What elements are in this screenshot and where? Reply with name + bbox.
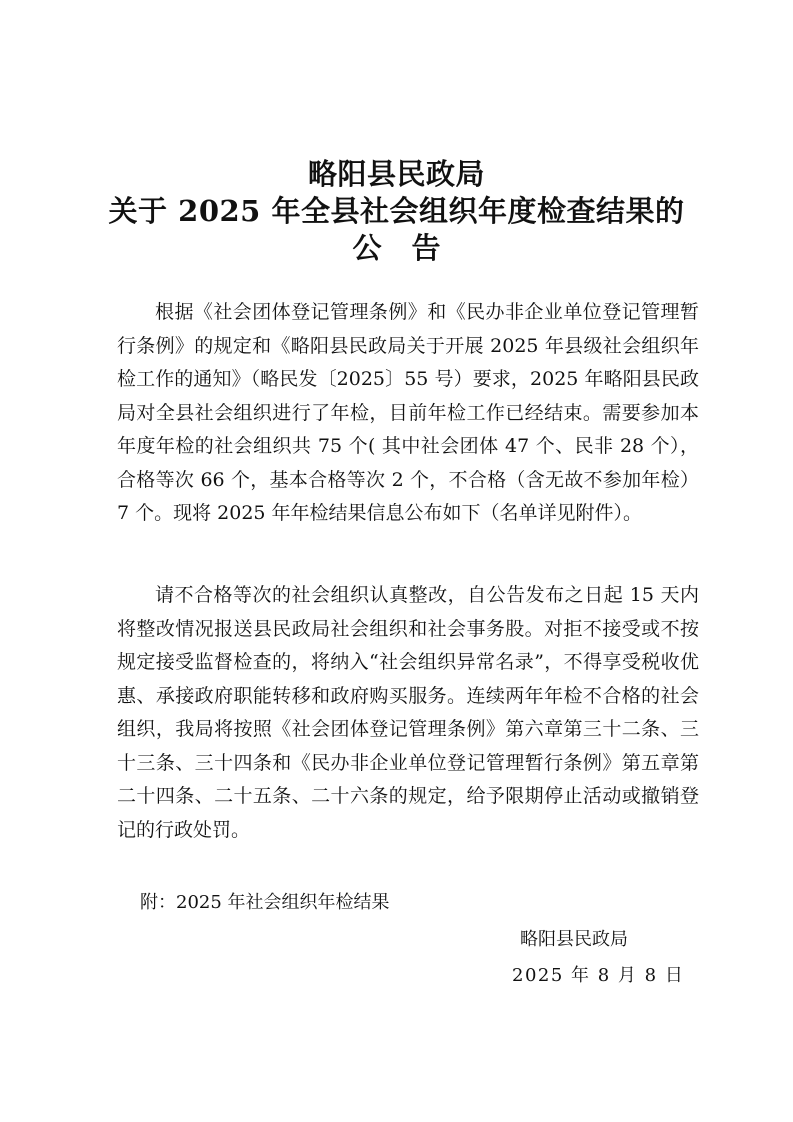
title-subject: 关于 2025 年全县社会组织年度检查结果的 (108, 194, 685, 228)
title-announcement: 公告 (352, 231, 471, 265)
attachment-note: 附：2025 年社会组织年检结果 (140, 892, 390, 913)
title-issuer: 略阳县民政局 (307, 157, 485, 191)
signature-date: 2025 年 8 月 8 日 (512, 965, 685, 986)
body-paragraph-2: 请不合格等次的社会组织认真整改，自公告发布之日起 15 天内将整改情况报送县民政局社会组织和社会事务股。对拒不接受或不按规定接受监督检查的，将纳入“社会组织异常名录”，不得享受税收优惠、承接政府职能转移和政府购买服务。连续两年年检不合格的社会组织，我局将按照《社会团体登记管理条例》第六章第三十二条、三十三条、三十四条和《民办非企业单位登记管理暂行条例》第五章第二十四条、二十五条、二十六条的规定，给予限期停止活动或撤销登记的行政处罚。 (117, 584, 699, 841)
signature-organization: 略阳县民政局 (520, 929, 628, 950)
body-paragraph-1: 根据《社会团体登记管理条例》和《民办非企业单位登记管理暂行条例》的规定和《略阳县民政局关于开展 2025 年县级社会组织年检工作的通知》（略民发〔2025〕55 号）要求，2025 年略阳县民政局对全县社会组织进行了年检，目前年检工作已经结束。需要参加本年度年检的社会组织共 75 个( 其中社会团体 47 个、民非 28 个），合格等次 66 个，基本合格等次 2 个，不合格（含无故不参加年检）7 个。现将 2025 年年检结果信息公布如下（名单详见附件）。 (117, 301, 699, 524)
